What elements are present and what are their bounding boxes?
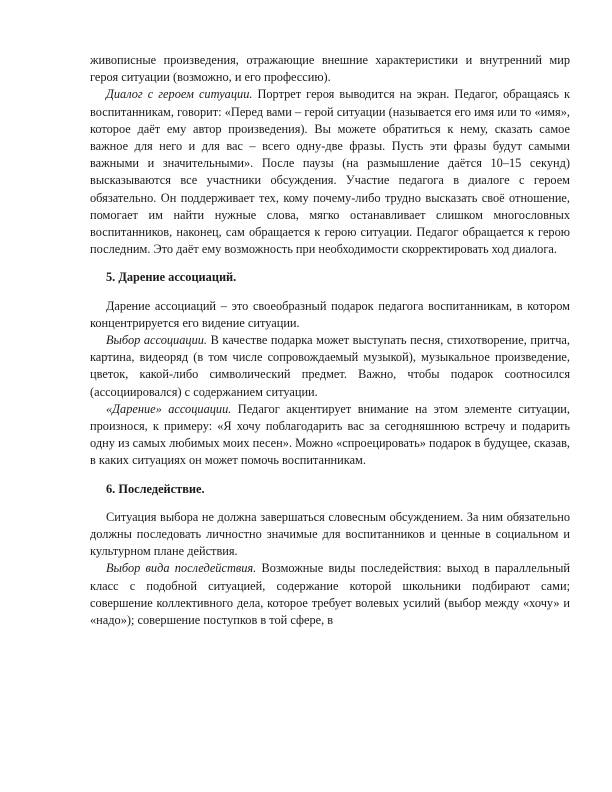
paragraph-choice-of-aftereffect [90,560,570,629]
paragraph-lead-in: «Дарение» ассоциации. [106,401,232,416]
paragraph-lead-in: Выбор ассоциации. [106,333,207,348]
paragraph-dialog-with-hero [90,86,570,258]
paragraph-continuation: живописные произведения, отражающие внешние характеристики и внутренний мир героя ситуации (возможно, и его профессию). [90,53,570,85]
paragraph-lead-in: Выбор вида последействия. [106,561,257,576]
paragraph-text: Возможные виды последействия: выход в параллельный класс с подобной ситуацией, содержание которой школьники подбирают сами; совершение коллективного дела, которое требует волевых усилий (выбор между «хочу» и «надо»); совершение поступков в той сфере, в [90,561,570,628]
paragraph-choice-of-association [90,332,570,401]
paragraph-text: В качестве подарка может выступать песня, стихотворение, притча, картина, видеоряд (в том числе сопровождаемый музыкой), музыкальное произведение, цветок, какой-либо символический предмет. Важно, чтобы подарок соотносился (ассоциировался) с содержанием ситуации. [90,333,570,399]
paragraph-gifting-association [90,401,570,470]
paragraph-text: Педагог акцентирует внимание на этом элементе ситуации, произнося, к примеру: «Я хочу поблагодарить вас за сегодняшнюю встречу и подарить одну из самых любимых моих песен». Можно «спроецировать» подарок в будущее, сказав, в каких ситуациях он может помочь воспитанникам. [90,401,570,468]
paragraph-text: Портрет героя выводится на экран. Педагог, обращаясь к воспитанникам, говорит: «Перед вами – герой ситуации (называется его имя или то «имя», которое даёт ему автор произведения). Вы можете обратиться к нему, сказать самое важное для него и для вас – всего одну-две фразы. Пусть эти фразы будут самыми важными и значительными». После паузы (на размышление даётся 10–15 секунд) высказываются все участники обсуждения. Участие педагога в диалоге с героем обязательно. Он поддерживает тех, кому почему-либо трудно высказать своё отношение, помогает им найти нужные слова, мягко останавливает слишком многословных воспитанников, наконец, сам обращается к герою ситуации. Педагог обращается к герою последним. Это даёт ему возможность при необходимости скорректировать ход диалога. [90,87,570,257]
document-body [90,52,570,629]
section-heading-6: 6. Последействие. [106,481,205,496]
paragraph-aftereffect-intro: Ситуация выбора не должна завершаться словесным обсуждением. За ним обязательно должны последовать личностно значимые для воспитанников и ценные в социальном и культурном плане действия. [90,509,570,559]
section-heading-5: 5. Дарение ассоциаций. [106,270,237,285]
paragraph-lead-in: Диалог с героем ситуации. [106,87,253,102]
paragraph-associations-intro: Дарение ассоциаций – это своеобразный подарок педагога воспитанникам, в котором концентрируется его видение ситуации. [90,298,570,330]
